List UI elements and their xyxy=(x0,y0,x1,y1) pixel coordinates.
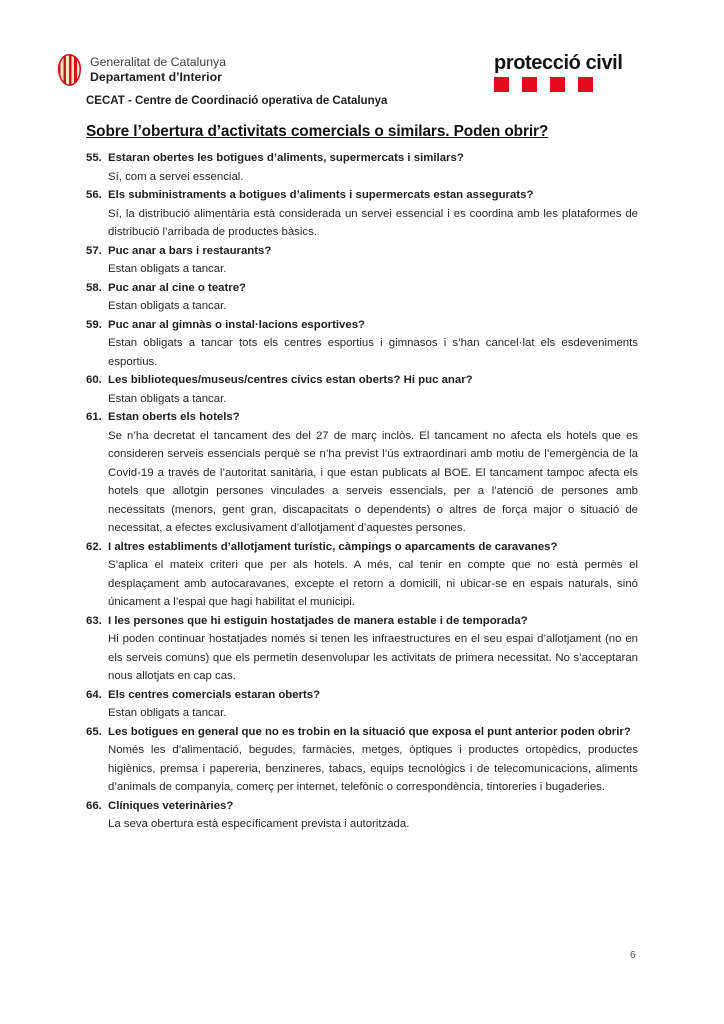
faq-item xyxy=(86,279,638,316)
logo-line2: Departament d’Interior xyxy=(90,69,222,84)
red-square-icon xyxy=(494,77,509,92)
question-number: 60. xyxy=(86,374,102,386)
question-number: 63. xyxy=(86,614,102,627)
proteccio-civil-squares xyxy=(494,77,623,92)
faq-item xyxy=(86,408,638,538)
question-text: 56. Els subministraments a botigues d’aliments i supermercats estan assegurats? xyxy=(86,186,638,205)
question-text: 59. Puc anar al gimnàs o instal·lacions esportives? xyxy=(86,316,638,335)
proteccio-civil-wordmark: protecció civil xyxy=(494,52,623,74)
question-number: 58. xyxy=(86,281,102,294)
answer-text: Se n’ha decretat el tancament des del 27 de març inclòs. El tancament no afecta els hotels que es consideren serveis essencials perquè se n’ha previst l’ús extraordinari amb motiu de l’emergència de la Covid-19 a través de l’autoritat sanitària, i que estan publicats al BOE. El tancament tampoc afecta els hotels que allotgin persones vinculades a serveis essencials, per a l’atenció de persones amb necessitats (menors, gent gran, discapacitats o dependents) o altres de força major o situació de necessitat, a efectes exclusivament d’allotjament d’aquestes persones. xyxy=(108,429,638,534)
generalitat-logo-text xyxy=(90,53,226,84)
question-text: 61. Estan oberts els hotels? xyxy=(86,408,638,427)
page-number: 6 xyxy=(630,950,636,961)
answer-text: Sí, com a servei essencial. xyxy=(108,170,244,183)
proteccio-civil-logo xyxy=(494,52,623,92)
faq-item xyxy=(86,149,638,186)
answer-text: Estan obligats a tancar. xyxy=(108,263,227,275)
question-text: 63. I les persones que hi estiguin hostatjades de manera estable i de temporada? xyxy=(86,612,638,631)
faq-item xyxy=(86,186,638,242)
question-number: 56. xyxy=(86,189,102,201)
faq-item xyxy=(86,612,638,686)
question-number: 62. xyxy=(86,540,102,553)
question-text: 64. Els centres comercials estaran oberts? xyxy=(86,686,638,705)
answer-text: Estan obligats a tancar. xyxy=(108,707,227,719)
faq-item xyxy=(86,316,638,372)
question-number: 55. xyxy=(86,152,102,164)
red-square-icon xyxy=(578,77,593,92)
cecat-subtitle: CECAT - Centre de Coordinació operativa de Catalunya xyxy=(86,95,388,107)
red-square-icon xyxy=(522,77,537,92)
question-text: 55. Estaran obertes les botigues d’aliments, supermercats i similars? xyxy=(86,149,638,168)
question-number: 66. xyxy=(86,799,102,812)
faq-item xyxy=(86,242,638,279)
question-number: 59. xyxy=(86,318,102,331)
question-number: 64. xyxy=(86,688,102,701)
red-square-icon xyxy=(550,77,565,92)
question-text: 62. I altres establiments d’allotjament turístic, càmpings o aparcaments de caravanes? xyxy=(86,538,638,557)
answer-text: Estan obligats a tancar. xyxy=(108,300,227,312)
question-text: 57. Puc anar a bars i restaurants? xyxy=(86,242,638,261)
page-title: Sobre l’obertura d’activitats comercials o similars. Poden obrir? xyxy=(86,123,549,140)
question-text: 65. Les botigues en general que no es trobin en la situació que exposa el punt anterior poden obrir? xyxy=(86,723,638,742)
answer-text: Hi poden continuar hostatjades només si tenen les infraestructures en el seu espai d’allotjament (no en els serveis comuns) que els permetin desenvolupar les activitats de primera necessitat. No s’acceptaran nous allotjats en cap cas. xyxy=(108,633,638,682)
answer-text: Estan obligats a tancar. xyxy=(108,392,227,405)
faq-item xyxy=(86,538,638,612)
question-number: 65. xyxy=(86,725,102,738)
question-number: 61. xyxy=(86,411,102,423)
faq-item xyxy=(86,371,638,408)
faq-item xyxy=(86,686,638,723)
faq-list xyxy=(86,149,638,834)
generalitat-logo xyxy=(58,53,226,86)
question-text: 66. Clíniques veterinàries? xyxy=(86,797,638,816)
answer-text: Sí, la distribució alimentària està considerada un servei essencial i es coordina amb les plataformes de distribució l’arribada de productes bàsics. xyxy=(108,207,638,238)
answer-text: La seva obertura està específicament prevista i autoritzada. xyxy=(108,818,410,830)
logo-line1: Generalitat de Catalunya xyxy=(90,55,227,69)
question-text: 60. Les biblioteques/museus/centres cívics estan oberts? Hi puc anar? xyxy=(86,371,638,390)
answer-text: Estan obligats a tancar tots els centres esportius i gimnasos i s’han cancel·lat els esdeveniments esportius. xyxy=(108,337,638,368)
faq-item xyxy=(86,723,638,797)
answer-text: S’aplica el mateix criteri que per als hotels. A més, cal tenir en compte que no està permès el desplaçament amb autocaravanes, excepte el retorn a domicili, ni ubicar-se en espais naturals, sinó únicament a l’espai que hagi habilitat el municipi. xyxy=(108,559,638,608)
faq-item xyxy=(86,797,638,834)
senyera-shield-icon xyxy=(58,54,81,86)
question-number: 57. xyxy=(86,244,102,257)
answer-text: Només les d’alimentació, begudes, farmàcies, metges, òptiques i productes ortopèdics, productes higiènics, premsa i papereria, benzineres, tabacs, equips tecnològics i de telecomunicacions, aliments d’animals de companyia, comerç per internet, telefònic o correspondència, tintoreries i bugaderies. xyxy=(108,744,638,793)
question-text: 58. Puc anar al cine o teatre? xyxy=(86,279,638,298)
